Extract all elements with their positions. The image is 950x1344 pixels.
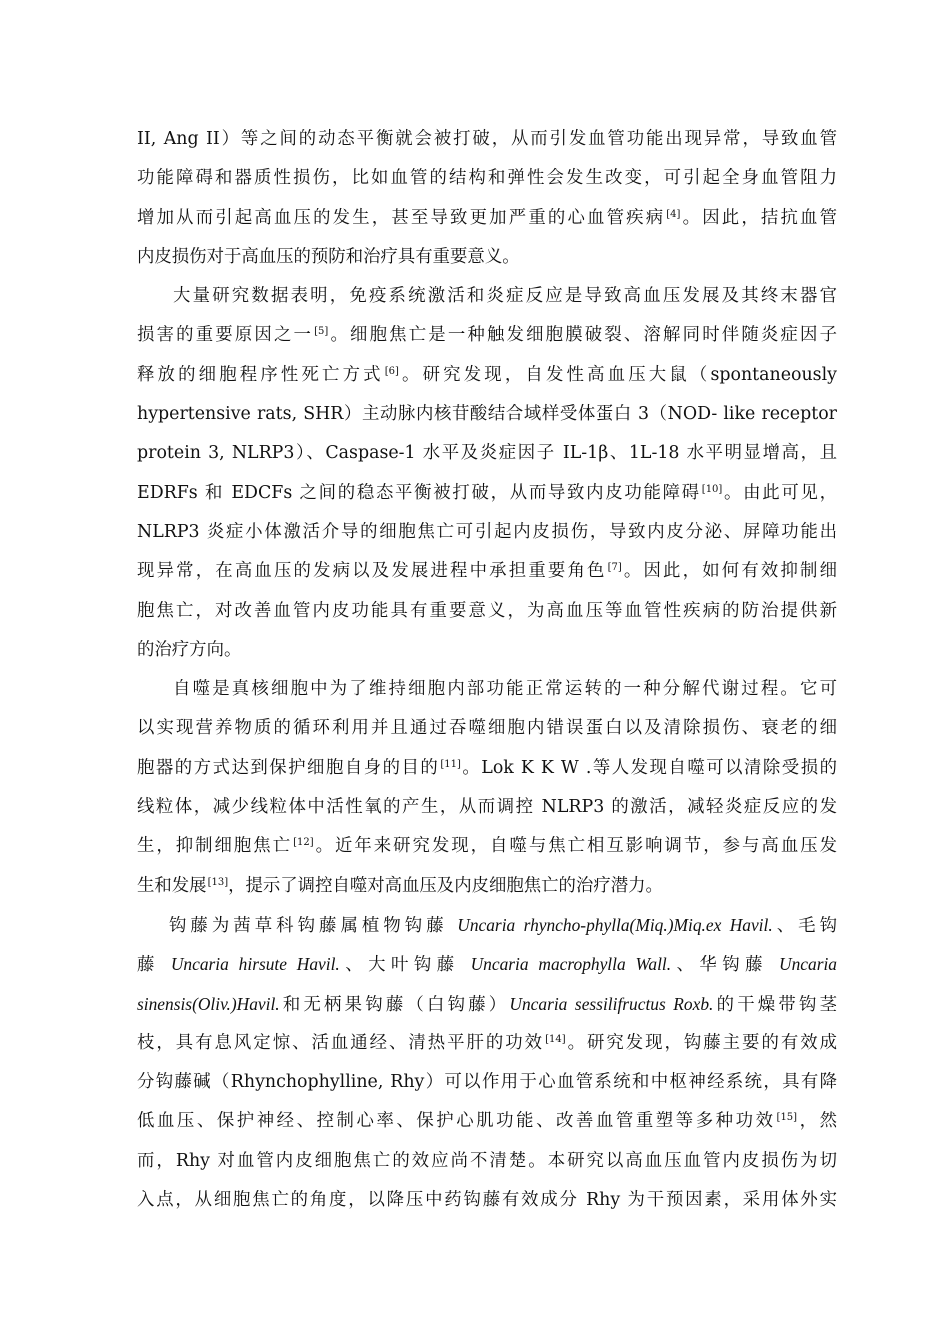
text: 。因此，如何有效抑制细 xyxy=(621,561,837,582)
paragraph-line xyxy=(137,749,837,788)
text: 生和发展 xyxy=(137,875,207,896)
paragraph-line xyxy=(137,788,837,827)
text: 以实现营养物质的循环利用并且通过吞噬细胞内错误蛋白以及清除损伤、衰老的细 xyxy=(137,718,837,739)
text: 低血压、保护神经、控制心率、保护心肌功能、改善血管重塑等多种功效 xyxy=(137,1111,776,1132)
species-name: sinensis(Oliv.)Havil. xyxy=(137,993,280,1014)
paragraph-3 xyxy=(137,670,837,906)
text: NLRP3 炎症小体激活介导的细胞焦亡可引起内皮损伤，导致内皮分泌、屏障功能出 xyxy=(137,521,837,542)
text: hypertensive rats, SHR）主动脉内核苷酸结合域样受体蛋白 3（NOD- like receptor xyxy=(137,404,837,425)
text: 。因此，拮抗血管 xyxy=(680,207,837,228)
paragraph-line xyxy=(137,592,837,631)
text: 生，抑制细胞焦亡 xyxy=(137,836,293,857)
text: 胞器的方式达到保护细胞自身的目的 xyxy=(137,757,440,778)
species-name: Uncaria sessilifructus Roxb. xyxy=(509,993,714,1014)
citation-ref: [4] xyxy=(666,208,681,220)
paragraph-line xyxy=(137,513,837,552)
text: 。研究发现，钩藤主要的有效成 xyxy=(565,1032,837,1053)
text: 、华钩藤 xyxy=(671,955,780,976)
species-name: Uncaria rhyncho-phylla(Miq.)Miq.ex Havil. xyxy=(457,914,773,935)
text: 现异常，在高血压的发病以及发展进程中承担重要角色 xyxy=(137,561,607,582)
document-body xyxy=(137,120,837,1220)
text: protein 3, NLRP3）、Caspase-1 水平及炎症因子 IL-1β、1L-18 水平明显增高，且 xyxy=(137,443,837,464)
text: 胞焦亡，对改善血管内皮功能具有重要意义，为高血压等血管性疾病的防治提供新 xyxy=(137,600,837,621)
paragraph-line xyxy=(137,356,837,395)
citation-ref: [12] xyxy=(293,837,314,849)
text: 分钩藤碱（Rhynchophylline, Rhy）可以作用于心血管系统和中枢神经系统，具有降 xyxy=(137,1072,837,1093)
paragraph-line xyxy=(137,709,837,748)
paragraph-4 xyxy=(137,906,837,1220)
text: ，然 xyxy=(797,1111,837,1132)
text: 入点，从细胞焦亡的角度，以降压中药钩藤有效成分 Rhy 为干预因素，采用体外实 xyxy=(137,1190,837,1211)
text: 增加从而引起高血压的发生，甚至导致更加严重的心血管疾病 xyxy=(137,207,666,228)
paragraph-1 xyxy=(137,120,837,277)
text: 大量研究数据表明，免疫系统激活和炎症反应是导致高血压发展及其终末器官 xyxy=(173,286,837,307)
citation-ref: [10] xyxy=(701,483,723,495)
paragraph-line xyxy=(137,395,837,434)
text: 。近年来研究发现，自噬与焦亡相互影响调节，参与高血压发 xyxy=(313,836,837,857)
text: 、大叶钩藤 xyxy=(339,955,471,976)
text: 枝，具有息风定惊、活血通经、清热平肝的功效 xyxy=(137,1032,545,1053)
paragraph-line xyxy=(137,120,837,159)
citation-ref: [7] xyxy=(607,562,622,574)
citation-ref: [14] xyxy=(545,1033,566,1045)
species-name: Uncaria macrophylla Wall. xyxy=(470,954,672,975)
paragraph-line xyxy=(137,1142,837,1181)
text: EDRFs 和 EDCFs 之间的稳态平衡被打破，从而导致内皮功能障碍 xyxy=(137,482,701,503)
text: II, Ang II）等之间的动态平衡就会被打破，从而引发血管功能出现异常，导致血管 xyxy=(137,129,837,149)
paragraph-line xyxy=(137,316,837,355)
citation-ref: [11] xyxy=(440,758,461,770)
paragraph-line xyxy=(137,199,837,238)
text: 的治疗方向。 xyxy=(137,639,242,660)
species-name: Uncaria xyxy=(779,954,837,975)
text: 藤 xyxy=(137,955,171,976)
paragraph-line xyxy=(137,434,837,473)
paragraph-line xyxy=(137,867,837,906)
citation-ref: [5] xyxy=(314,326,329,338)
text: 和无柄果钩藤（白钩藤） xyxy=(279,994,510,1015)
paragraph-2 xyxy=(137,277,837,670)
paragraph-line xyxy=(137,238,837,277)
paragraph-line xyxy=(137,631,837,670)
text: 自噬是真核细胞中为了维持细胞内部功能正常运转的一种分解代谢过程。它可 xyxy=(173,679,837,700)
paragraph-line xyxy=(137,906,837,945)
text: 内皮损伤对于高血压的预防和治疗具有重要意义。 xyxy=(137,246,520,267)
paragraph-line xyxy=(137,670,837,709)
text: 释放的细胞程序性死亡方式 xyxy=(137,364,384,385)
text: 功能障碍和器质性损伤，比如血管的结构和弹性会发生改变，可引起全身血管阻力 xyxy=(137,168,837,189)
paragraph-line xyxy=(137,159,837,198)
species-name: Uncaria hirsute Havil. xyxy=(170,954,340,975)
paragraph-line xyxy=(137,827,837,866)
text: ，提示了调控自噬对高血压及内皮细胞焦亡的治疗潜力。 xyxy=(228,875,663,896)
citation-ref: [13] xyxy=(207,876,229,888)
paragraph-line xyxy=(137,1102,837,1141)
citation-ref: [6] xyxy=(384,365,399,377)
text: 钩藤为茜草科钩藤属植物钩藤 xyxy=(169,915,458,936)
text: 。细胞焦亡是一种触发细胞膜破裂、溶解同时伴随炎症因子 xyxy=(328,325,837,346)
paragraph-line xyxy=(137,945,837,984)
text: 的干燥带钩茎 xyxy=(713,994,837,1015)
text: 。由此可见， xyxy=(722,482,837,503)
paragraph-line xyxy=(137,552,837,591)
paragraph-line xyxy=(137,277,837,316)
paragraph-line xyxy=(137,1063,837,1102)
text: 线粒体，减少线粒体中活性氧的产生，从而调控 NLRP3 的激活，减轻炎症反应的发 xyxy=(137,797,837,818)
text: 、毛钩 xyxy=(772,915,837,936)
text: 。Lok K K W .等人发现自噬可以清除受损的 xyxy=(460,757,837,778)
paragraph-line xyxy=(137,1181,837,1220)
citation-ref: [15] xyxy=(776,1112,798,1124)
text: 而，Rhy 对血管内皮细胞焦亡的效应尚不清楚。本研究以高血压血管内皮损伤为切 xyxy=(137,1150,837,1171)
text: 。研究发现，自发性高血压大鼠（spontaneously xyxy=(398,364,837,385)
text: 损害的重要原因之一 xyxy=(137,325,314,346)
paragraph-line xyxy=(137,1024,837,1063)
paragraph-line xyxy=(137,474,837,513)
paragraph-line xyxy=(137,985,837,1024)
